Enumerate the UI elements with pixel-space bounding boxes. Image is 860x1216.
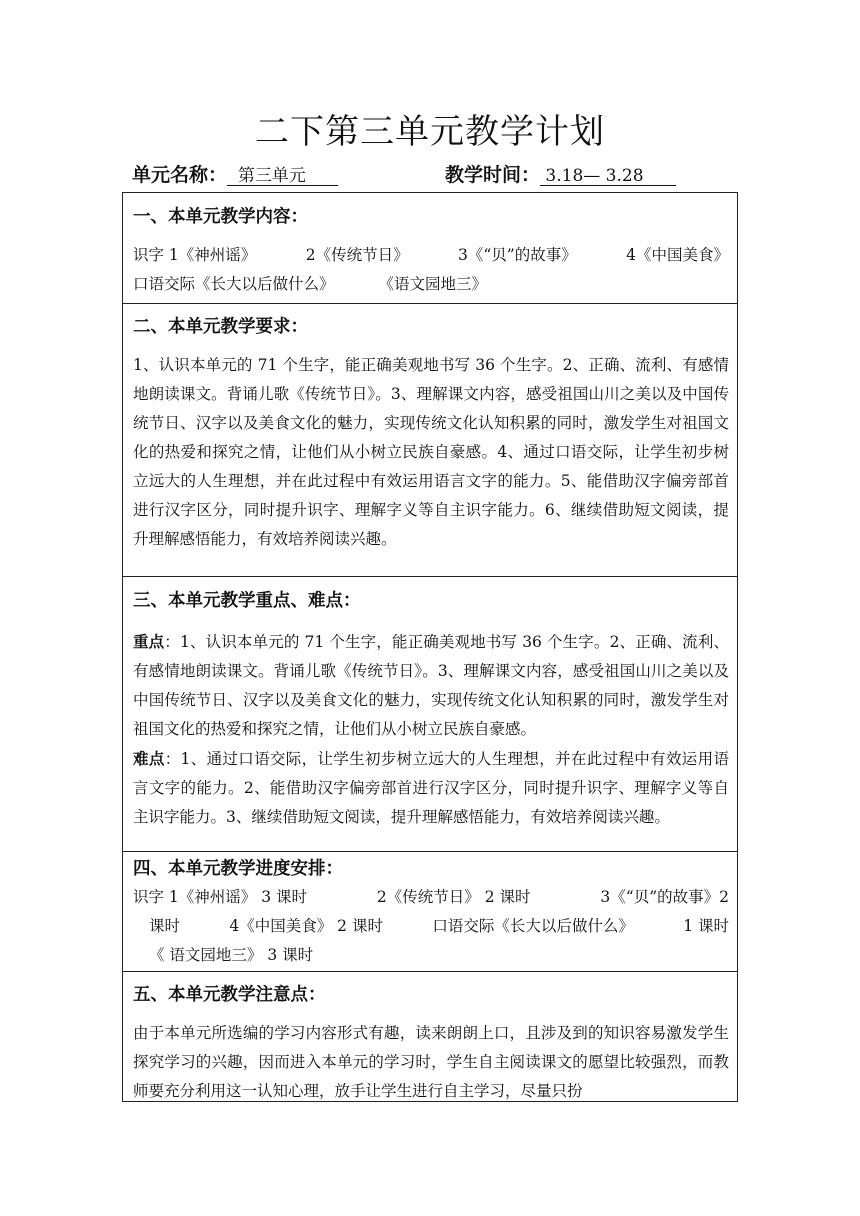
plan-table: [122, 192, 738, 1102]
section-heading: 三、本单元教学重点、难点：: [133, 591, 361, 611]
unit-name-label: 单元名称：: [132, 164, 228, 186]
teaching-time-label: 教学时间：: [445, 164, 541, 186]
schedule-row-3: [133, 941, 729, 970]
lesson-item: 口语交际《长大以后做什么》: [133, 275, 335, 293]
divider: [123, 971, 737, 972]
section-heading: 四、本单元教学进度安排：: [133, 859, 343, 879]
section-notes: [123, 981, 737, 1106]
difficult-label: 难点: [133, 749, 165, 768]
key-label: 重点: [133, 632, 165, 651]
difficult-points-text: [133, 744, 729, 832]
schedule-item: 3《“贝”的故事》2: [600, 888, 729, 906]
key-points-text: [133, 627, 729, 744]
teaching-time-field: [445, 160, 676, 187]
schedule-row-1: [133, 883, 729, 912]
teaching-time-value: 3.18— 3.28: [540, 166, 676, 186]
schedule-item: 4《中国美食》 2 课时: [229, 917, 383, 935]
schedule-item: 1 课时: [683, 917, 729, 935]
page-title: 二下第三单元教学计划: [255, 112, 605, 152]
divider: [123, 303, 737, 304]
difficult-body: ：1、通过口语交际，让学生初步树立远大的人生理想，并在此过程中有效运用语言文字的能力。2、能借助汉字偏旁部首进行汉字区分，同时提升识字、理解字义等自主识字能力。3、继续借助短文阅读，提升理解感悟能力，有效培养阅读兴趣。: [133, 750, 729, 826]
section-heading: 五、本单元教学注意点：: [133, 985, 326, 1005]
section-heading: 二、本单元教学要求：: [133, 317, 308, 337]
divider: [123, 576, 737, 577]
section-content: [123, 203, 737, 299]
lesson-item: 4《中国美食》: [626, 246, 729, 264]
content-row-1: [133, 241, 729, 270]
unit-name-value: 第三单元: [227, 166, 339, 186]
schedule-item: 2《传统节日》 2 课时: [376, 888, 531, 906]
lesson-item: 3《“贝”的故事》: [457, 246, 577, 264]
notes-text: 由于本单元所选编的学习内容形式有趣，读来朗朗上口，且涉及到的知识容易激发学生探究学习的兴趣，因而进入本单元的学习时，学生自主阅读课文的愿望比较强烈，而教师要充分利用这一认知心理，放手让学生进行自主学习，尽量只扮: [133, 1024, 729, 1100]
schedule-item: 识字 1《神州谣》 3 课时: [133, 888, 308, 906]
section-heading: 一、本单元教学内容：: [133, 207, 308, 227]
divider: [123, 851, 737, 852]
lesson-item: 识字 1《神州谣》: [133, 246, 257, 264]
section-key-points: [123, 587, 737, 832]
section-requirements: [123, 313, 737, 554]
section-schedule: [123, 855, 737, 970]
lesson-item: 《语文园地三》: [378, 275, 488, 293]
content-row-2: [133, 270, 729, 299]
schedule-row-2: [133, 912, 729, 941]
key-body: ：1、认识本单元的 71 个生字，能正确美观地书写 36 个生字。2、正确、流利、有感情地朗读课文。背诵儿歌《传统节日》。3、理解课文内容，感受祖国山川之美以及中国传统节日、汉字以及美食文化的魅力，实现传统文化认知积累的同时，激发学生对祖国文化的热爱和探究之情，让他们从小树立民族自豪感。: [133, 633, 729, 738]
schedule-item: 《 语文园地三》 3 课时: [149, 946, 314, 964]
unit-name-field: [132, 160, 338, 187]
schedule-item: 口语交际《长大以后做什么》: [432, 917, 634, 935]
requirements-text: 1、认识本单元的 71 个生字，能正确美观地书写 36 个生字。2、正确、流利、有感情地朗读课文。背诵儿歌《传统节日》。3、理解课文内容，感受祖国山川之美以及中国传统节日、汉字以及美食文化的魅力，实现传统文化认知积累的同时，激发学生对祖国文化的热爱和探究之情，让他们从小树立民族自豪感。4、通过口语交际，让学生初步树立远大的人生理想，并在此过程中有效运用语言文字的能力。5、能借助汉字偏旁部首进行汉字区分，同时提升识字、理解字义等自主识字能力。6、继续借助短文阅读，提升理解感悟能力，有效培养阅读兴趣。: [133, 356, 729, 548]
schedule-item: 课时: [149, 917, 181, 935]
lesson-item: 2《传统节日》: [305, 246, 409, 264]
